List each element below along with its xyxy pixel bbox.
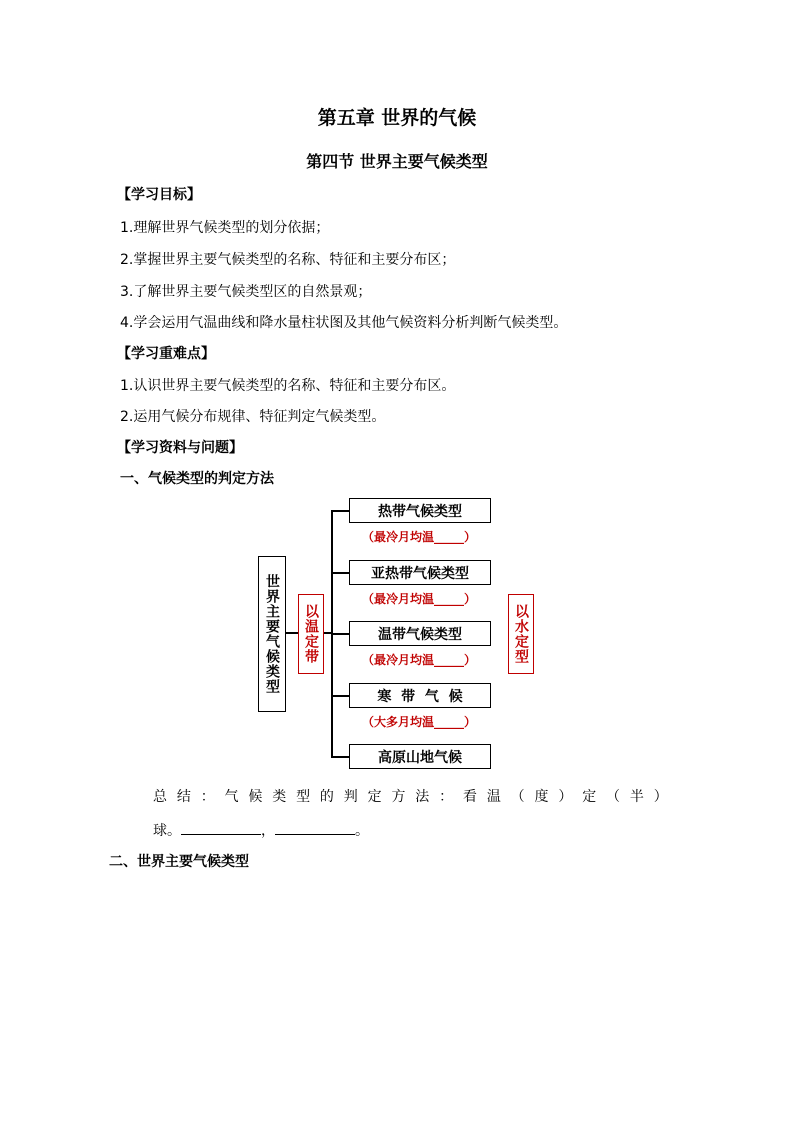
summary-char: 方 <box>391 789 406 805</box>
summary-char: 看 <box>462 789 477 805</box>
key-point-item: 2.运用气候分布规律、特征判定气候类型。 <box>120 409 386 425</box>
branch-connector <box>331 633 350 635</box>
precipitation-type-label: 以水定型 <box>513 604 529 664</box>
part2-heading: 二、世界主要气候类型 <box>109 854 249 870</box>
summary-line <box>153 786 668 806</box>
summary-char: 型 <box>296 789 311 805</box>
summary-char: 气 <box>224 789 239 805</box>
part1-heading: 一、气候类型的判定方法 <box>120 471 274 487</box>
summary-line-2 <box>153 820 369 840</box>
summary-char: ： <box>200 789 215 805</box>
summary-text: 。 <box>355 823 369 839</box>
key-point-item: 1.认识世界主要气候类型的名称、特征和主要分布区。 <box>120 378 456 394</box>
objective-item: 1.理解世界气候类型的划分依据； <box>120 220 330 236</box>
summary-char: （ <box>510 789 525 805</box>
branch-note: （最冷月均温_____） <box>362 530 477 544</box>
branch-label: 高原山地气候 <box>378 749 462 766</box>
branch-label: 亚热带气候类型 <box>371 565 469 582</box>
objectives-heading: 【学习目标】 <box>117 187 201 203</box>
frigid-climate-box <box>349 683 491 708</box>
precipitation-type-label-box <box>508 594 534 674</box>
summary-char: 判 <box>343 789 358 805</box>
branch-note: （最冷月均温_____） <box>362 592 477 606</box>
branch-note: （最冷月均温_____） <box>362 653 477 667</box>
highland-climate-box <box>349 744 491 769</box>
fill-blank[interactable] <box>275 820 355 835</box>
summary-char: 结 <box>176 789 191 805</box>
subtropical-climate-box <box>349 560 491 585</box>
branch-connector <box>331 510 350 512</box>
fill-blank[interactable] <box>181 820 261 835</box>
summary-char: 温 <box>486 789 501 805</box>
temperature-zone-label-box <box>298 594 324 674</box>
chapter-title: 第五章 世界的气候 <box>317 107 477 129</box>
branch-note: （大多月均温_____） <box>362 715 477 729</box>
summary-text: 球。 <box>153 823 181 839</box>
summary-char: 定 <box>582 789 597 805</box>
objective-item: 2.掌握世界主要气候类型的名称、特征和主要分布区； <box>120 252 456 268</box>
summary-char: ） <box>653 789 668 805</box>
temperate-climate-box <box>349 621 491 646</box>
objective-item: 4.学会运用气温曲线和降水量柱状图及其他气候资料分析判断气候类型。 <box>120 315 568 331</box>
summary-char: 定 <box>367 789 382 805</box>
branch-connector <box>331 572 350 574</box>
branch-connector <box>331 695 350 697</box>
objective-item: 3.了解世界主要气候类型区的自然景观； <box>120 284 372 300</box>
summary-char: （ <box>606 789 621 805</box>
summary-char: ： <box>439 789 454 805</box>
temperature-zone-label: 以温定带 <box>303 604 319 664</box>
tropical-climate-box <box>349 498 491 523</box>
summary-char: 半 <box>629 789 644 805</box>
summary-char: 类 <box>272 789 287 805</box>
root-box <box>258 556 286 712</box>
materials-heading: 【学习资料与问题】 <box>117 440 243 456</box>
summary-char: ） <box>558 789 573 805</box>
summary-char: 法 <box>415 789 430 805</box>
summary-char: 的 <box>319 789 334 805</box>
branch-connector <box>331 756 350 758</box>
summary-char: 候 <box>248 789 263 805</box>
branch-label: 寒 带 气 候 <box>377 688 463 705</box>
root-label: 世界主要气候类型 <box>264 574 280 694</box>
branch-label: 温带气候类型 <box>378 626 462 643</box>
summary-text: ， <box>261 823 275 839</box>
summary-char: 总 <box>153 789 167 805</box>
branch-label: 热带气候类型 <box>378 503 462 520</box>
key-points-heading: 【学习重难点】 <box>117 346 215 362</box>
summary-char: 度 <box>534 789 549 805</box>
section-title: 第四节 世界主要气候类型 <box>306 152 488 171</box>
